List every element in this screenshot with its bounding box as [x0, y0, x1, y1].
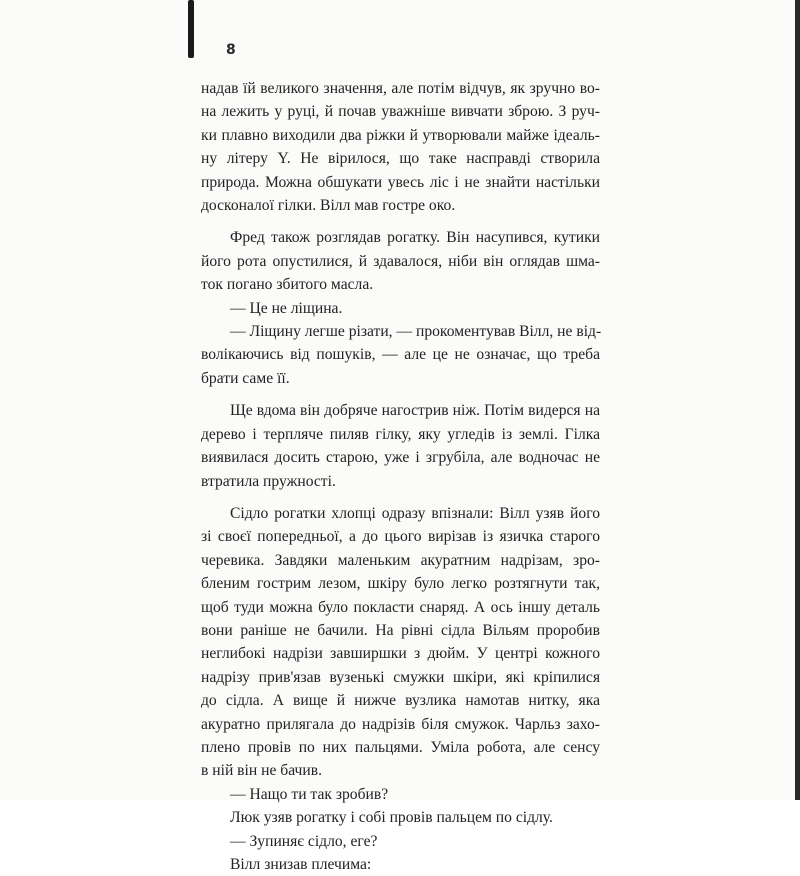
paragraph — [201, 297, 600, 320]
text-line: виявилася досить старою, уже і згрубіла, але водночас не — [201, 449, 600, 467]
text-line: природа. Можна обшукати увесь ліс і не знайти настільки — [201, 173, 600, 191]
text-line: до сідла. А вище й нижче вузлика намотав нитку, яка — [201, 692, 600, 710]
paragraph — [201, 830, 600, 853]
text-line: волікаючись від пошуків, — але це не означає, що треба — [201, 346, 600, 364]
text-line: його рота опустилися, й здавалося, ніби він оглядав шма- — [201, 252, 600, 270]
text-line: черевика. Завдяки маленьким акуратним надрізам, зро- — [201, 551, 600, 569]
page-right-edge — [795, 0, 800, 800]
text-line: Вілл знизав плечима: — [230, 856, 372, 873]
page-number: 8 — [226, 42, 236, 58]
paragraph — [201, 783, 600, 806]
dialogue-line: — Це не ліщина. — [230, 299, 343, 317]
paragraph — [201, 77, 600, 217]
text-line: ну літеру Y. Не вірилося, що таке насправді створила — [201, 150, 600, 168]
paragraph — [201, 806, 600, 829]
text-line: дерево і терпляче пиляв гілку, яку угледів із землі. Гілка — [201, 425, 600, 443]
page-edge-shadow — [188, 0, 194, 58]
text-line: вони раніше не бачили. На рівні сідла Вільям проробив — [201, 621, 600, 639]
text-line: Люк узяв рогатку і собі провів пальцем по сідлу. — [230, 809, 553, 827]
paragraph — [201, 853, 600, 876]
text-line: надрізу прив'язав вузенькі смужки шкіри, які кріпилися — [201, 668, 600, 686]
text-line: Фред також розглядав рогатку. Він насупився, кутики — [230, 229, 600, 247]
text-line: зі своєї попередньої, а до цього вирізав із язичка старого — [201, 528, 600, 546]
paragraph — [201, 399, 600, 493]
text-line: бленим гострим лезом, шкіру було легко розтягнути так, — [201, 575, 600, 593]
text-line: в ній він не бачив. — [201, 762, 322, 780]
paragraph — [201, 226, 600, 296]
text-line: втратила пружності. — [201, 472, 336, 490]
text-line: ток погано збитого масла. — [201, 276, 374, 294]
dialogue-line: — Нащо ти так зробив? — [230, 785, 389, 803]
text-line: акуратно прилягала до надрізів біля смужок. Чарльз захо- — [201, 715, 600, 733]
text-line: плено провів по них пальцями. Уміла робота, але сенсу — [201, 738, 600, 756]
text-line: Сідло рогатки хлопці одразу впізнали: Вілл узяв його — [230, 504, 600, 522]
dialogue-line: — Зупиняє сідло, еге? — [230, 832, 378, 850]
text-line: Ще вдома він добряче нагострив ніж. Потім видерся на — [230, 402, 600, 420]
paragraph — [201, 320, 600, 390]
text-line: досконалої гілки. Вілл мав гостре око. — [201, 197, 456, 215]
text-line: неглибокі надрізи завширшки з дюйм. У центрі кожного — [201, 645, 600, 663]
text-line: надав їй великого значення, але потім відчув, як зручно во- — [201, 80, 600, 97]
paragraph — [201, 502, 600, 783]
dialogue-line: — Ліщину легше різати, — прокоментував Вілл, не від- — [230, 323, 602, 341]
text-line: брати саме її. — [201, 369, 290, 387]
text-line: ки плавно виходили два ріжки й утворювали майже ідеаль- — [201, 126, 600, 144]
text-line: на лежить у руці, й почав уважніше вивчати зброю. З руч- — [201, 103, 600, 121]
body-text — [201, 77, 600, 876]
text-line: щоб туди можна було покласти снаряд. А ось іншу деталь — [201, 598, 600, 616]
